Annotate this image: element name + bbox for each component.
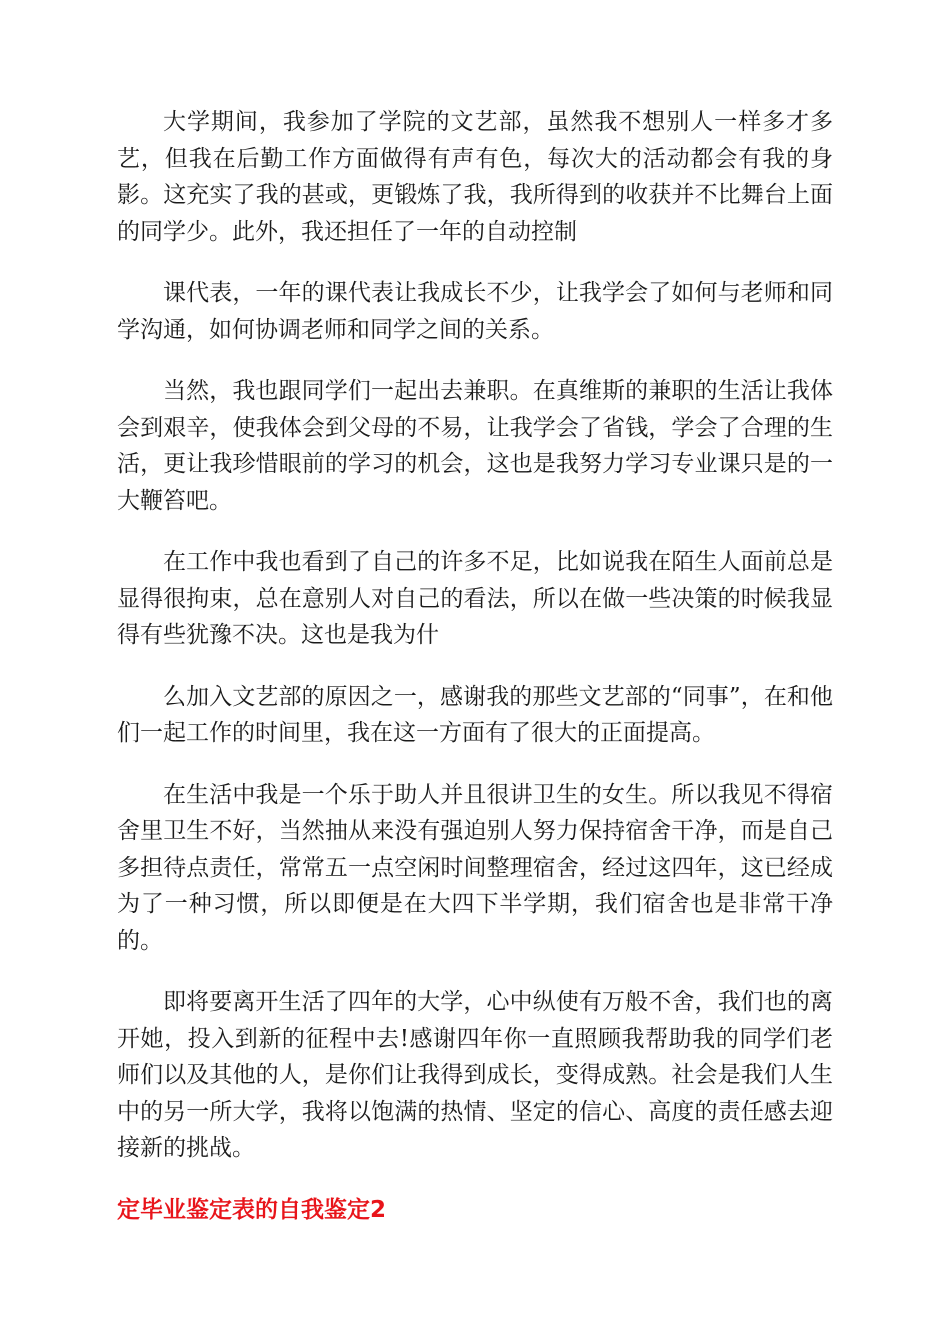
paragraph-6: 在生活中我是一个乐于助人并且很讲卫生的女生。所以我见不得宿舍里卫生不好，当然抽从来没有强迫别人努力保持宿舍干净，而是自己多担待点责任，常常五一点空闲时间整理宿舍，经过这四年，这已经成为了一种习惯，所以即便是在大四下半学期，我们宿舍也是非常干净的。 bbox=[117, 781, 833, 954]
section-heading: 定毕业鉴定表的自我鉴定2 bbox=[117, 1196, 387, 1223]
paragraph-7: 即将要离开生活了四年的大学，心中纵使有万般不舍，我们也的离开她，投入到新的征程中去!感谢四年你一直照顾我帮助我的同学们老师们以及其他的人，是你们让我得到成长，变得成熟。社会是我们人生中的另一所大学，我将以饱满的热情、坚定的信心、高度的责任感去迎接新的挑战。 bbox=[117, 989, 833, 1161]
paragraph-4: 在工作中我也看到了自己的许多不足，比如说我在陌生人面前总是显得很拘束，总在意别人对自己的看法，所以在做一些决策的时候我显得有些犹豫不决。这也是我为什 bbox=[117, 549, 833, 648]
paragraph-2: 课代表，一年的课代表让我成长不少，让我学会了如何与老师和同学沟通，如何协调老师和同学之间的关系。 bbox=[117, 280, 833, 343]
paragraph-5: 么加入文艺部的原因之一，感谢我的那些文艺部的“同事”，在和他们一起工作的时间里，我在这一方面有了很大的正面提高。 bbox=[117, 683, 833, 746]
paragraph-1: 大学期间，我参加了学院的文艺部，虽然我不想别人一样多才多艺，但我在后勤工作方面做得有声有色，每次大的活动都会有我的身影。这充实了我的甚或，更锻炼了我，我所得到的收获并不比舞台上面的同学少。此外，我还担任了一年的自动控制 bbox=[117, 109, 833, 245]
document-body bbox=[117, 104, 833, 1228]
paragraph-3: 当然，我也跟同学们一起出去兼职。在真维斯的兼职的生活让我体会到艰辛，使我体会到父母的不易，让我学会了省钱，学会了合理的生活，更让我珍惜眼前的学习的机会，这也是我努力学习专业课只是的一大鞭笞吧。 bbox=[117, 378, 833, 514]
